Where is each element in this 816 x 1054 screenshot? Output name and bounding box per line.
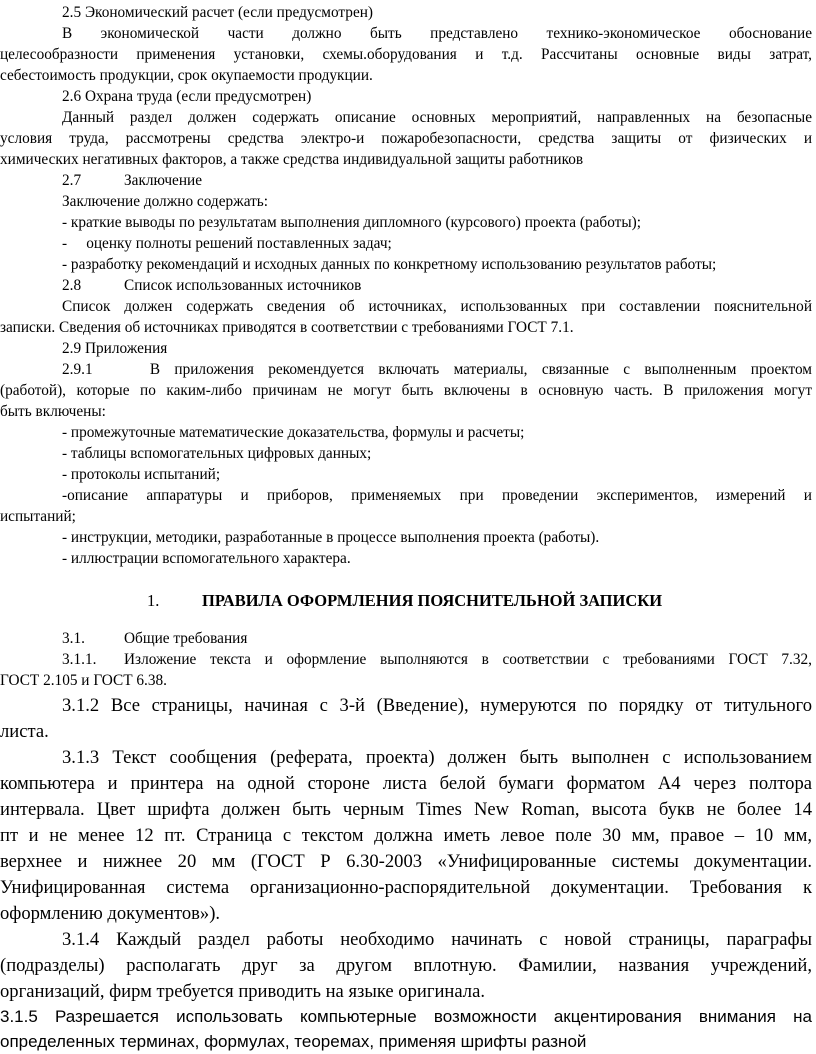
section-2-9-item-5: - инструкции, методики, разработанные в процессе выполнения проекта (работы). <box>62 529 600 546</box>
para-3-1-5-line-2: определенных терминах, формулах, теоремах, применяя шрифты разной <box>0 1032 587 1051</box>
para-3-1-2-line-2: листа. <box>0 721 49 742</box>
para-3-1-1-line-2: ГОСТ 2.105 и ГОСТ 6.38. <box>0 672 167 689</box>
section-2-7-item-2: - оценку полноты решений поставленных задач; <box>62 235 392 252</box>
section-2-9-item-4: -описание аппаратуры и приборов, применяемых при проведении экспериментов, измерений и <box>62 487 812 504</box>
para-3-1-3-line-7: оформлению документов»). <box>0 903 221 924</box>
section-3-1-heading <box>0 628 816 649</box>
para-3-1-3-line-1: 3.1.3 Текст сообщения (реферата, проекта) должен быть выполнен с использованием <box>62 747 812 768</box>
section-2-8-line-1: Список должен содержать сведения об источниках, использованных при составлении пояснительной <box>62 298 812 315</box>
para-3-1-1-text: Изложение текста и оформление выполняются в соответствии с требованиями ГОСТ 7.32, <box>124 651 812 668</box>
para-3-1-3-line-4: пт и не менее 12 пт. Страница с текстом должна иметь левое поле 30 мм, правое – 10 мм, <box>0 825 812 846</box>
para-3-1-3-line-6: Унифицированная система организационно-распорядительной документации. Требования к <box>0 877 812 898</box>
para-3-1-3-line-2: компьютера и принтера на одной стороне листа белой бумаги форматом А4 через полтора <box>0 773 812 794</box>
para-3-1-3-line-3: интервала. Цвет шрифта должен быть черным Times New Roman, высота букв не более 14 <box>0 799 812 820</box>
section-2-8-line-2: записки. Сведения об источниках приводятся в соответствии с требованиями ГОСТ 7.1. <box>0 319 574 336</box>
section-2-8-heading <box>0 275 816 296</box>
section-2-8-title: Список использованных источников <box>124 277 362 294</box>
section-2-9-heading: 2.9 Приложения <box>62 340 168 357</box>
section-2-9-item-3: - протоколы испытаний; <box>62 466 221 483</box>
section-2-8-number: 2.8 <box>62 277 82 294</box>
section-2-5-line-1: В экономической части должно быть представлено технико-экономическое обоснование <box>62 25 812 42</box>
section-2-6-heading: 2.6 Охрана труда (если предусмотрен) <box>62 88 312 105</box>
section-2-5-line-3: себестоимость продукции, срок окупаемости продукции. <box>0 67 373 84</box>
section-2-9-line-1: 2.9.1 В приложения рекомендуется включать материалы, связанные с выполненным проектом <box>62 361 812 378</box>
para-3-1-4-line-3: организаций, фирм требуется приводить на языке оригинала. <box>0 981 485 1002</box>
para-3-1-4-line-2: (подразделы) располагать друг за другом вплотную. Фамилии, названия учреждений, <box>0 955 812 976</box>
para-3-1-3-line-5: верхнее и нижнее 20 мм (ГОСТ Р 6.30-2003 «Унифицированные системы документации. <box>0 851 812 872</box>
section-2-7-heading <box>0 170 816 191</box>
section-2-7-item-3: - разработку рекомендаций и исходных данных по конкретному использованию результатов работы; <box>62 256 717 273</box>
para-3-1-1-line-1 <box>0 649 812 670</box>
chapter-number: 1. <box>147 591 160 610</box>
section-2-9-item-6: - иллюстрации вспомогательного характера. <box>62 550 351 567</box>
section-2-6-line-2: условия труда, рассмотрены средства электро-и пожаробезопасности, средства защиты от физических и <box>0 130 812 147</box>
section-2-9-item-4-cont: испытаний; <box>0 508 76 525</box>
section-2-9-line-2: (работой), которые по каким-либо причинам не могут быть включены в основную часть. В приложения могут <box>0 382 812 399</box>
chapter-title: ПРАВИЛА ОФОРМЛЕНИЯ ПОЯСНИТЕЛЬНОЙ ЗАПИСКИ <box>202 591 663 610</box>
section-2-5-line-2: целесообразности применения установки, схемы.оборудования и т.д. Рассчитаны основные виды затрат, <box>0 46 812 63</box>
para-3-1-4-line-1: 3.1.4 Каждый раздел работы необходимо начинать с новой страницы, параграфы <box>62 929 812 950</box>
section-2-9-line-3: быть включены: <box>0 403 106 420</box>
section-2-6-line-3: химических негативных факторов, а также средства индивидуальной защиты работников <box>0 151 584 168</box>
section-3-1-number: 3.1. <box>62 630 85 647</box>
section-2-7-title: Заключение <box>124 172 203 189</box>
para-3-1-5-line-1: 3.1.5 Разрешается использовать компьютерные возможности акцентирования внимания на <box>0 1007 812 1026</box>
section-2-7-number: 2.7 <box>62 172 82 189</box>
para-3-1-1-number: 3.1.1. <box>62 651 97 668</box>
section-2-9-item-2: - таблицы вспомогательных цифровых данных; <box>62 445 372 462</box>
section-2-6-line-1: Данный раздел должен содержать описание основных мероприятий, направленных на безопасные <box>62 109 812 126</box>
section-3-1-title: Общие требования <box>124 630 248 647</box>
section-2-7-item-1: - краткие выводы по результатам выполнения дипломного (курсового) проекта (работы); <box>62 214 641 231</box>
para-3-1-2-line-1: 3.1.2 Все страницы, начиная с 3-й (Введение), нумеруются по порядку от титульного <box>62 695 812 716</box>
section-2-9-item-1: - промежуточные математические доказательства, формулы и расчеты; <box>62 424 525 441</box>
chapter-heading <box>0 590 816 612</box>
section-2-7-intro: Заключение должно содержать: <box>62 193 269 210</box>
section-2-5-heading: 2.5 Экономический расчет (если предусмотрен) <box>62 4 374 21</box>
